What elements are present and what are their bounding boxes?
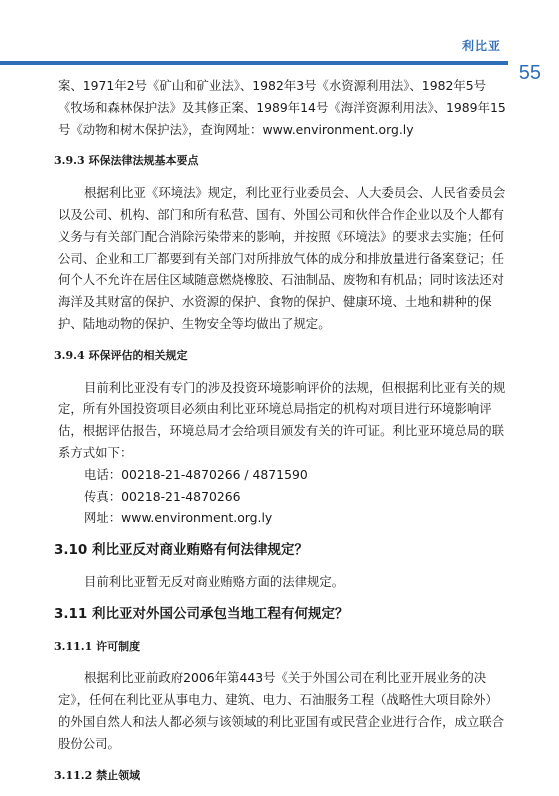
section-3-9-4-title: 3.9.4 环保评估的相关规定 — [54, 348, 188, 362]
lead-paragraph: 案、1971年2号《矿山和矿业法》、1982年3号《水资源利用法》、1982年5号《牧场和森林保护法》及其修正案、1989年14号《海洋资源利用法》、1989年15号《动物和树木保护法》，查询网址：www.environment.org.ly — [58, 78, 506, 137]
contact-website: 网址：www.environment.org.ly — [84, 510, 273, 526]
section-3-10-body: 目前利比亚暂无反对商业贿赂方面的法律规定。 — [84, 573, 345, 589]
contact-fax: 传真：00218-21-4870266 — [84, 488, 241, 504]
section-3-11-1-body: 根据利比亚前政府2006年第443号《关于外国公司在利比亚开展业务的决定》，任何在利比亚从事电力、建筑、电力、石油服务工程（战略性大项目除外）的外国自然人和法人都必须与该领域的利比亚国有或民营企业进行合作，成立联合股份公司。 — [58, 670, 505, 751]
contact-block — [84, 464, 510, 529]
section-3-10-title: 3.10 利比亚反对商业贿赂有何法律规定？ — [54, 542, 309, 559]
section-3-11-1-title: 3.11.1 许可制度 — [54, 639, 141, 653]
running-head: 利比亚 — [461, 39, 501, 53]
section-3-9-3-title: 3.9.3 环保法律法规基本要点 — [54, 154, 199, 168]
section-3-9-4-body: 目前利比亚没有专门的涉及投资环境影响评价的法规，但根据利比亚有关的规定，所有外国投资项目必须由利比亚环境总局指定的机构对项目进行环境影响评估，根据评估报告，环境总局才会给项目颁发有关的许可证。利比亚环境总局的联系方式如下： — [58, 379, 506, 460]
contact-phone: 电话：00218-21-4870266 / 4871590 — [84, 466, 308, 482]
header-rule — [0, 61, 508, 65]
section-3-11-2-title: 3.11.2 禁止领域 — [54, 768, 141, 782]
page-number: 55 — [518, 62, 541, 84]
section-3-9-3-body: 根据利比亚《环境法》规定，利比亚行业委员会、人大委员会、人民省委员会以及公司、机构、部门和所有私营、国有、外国公司和伙伴合作企业以及个人都有义务与有关部门配合消除污染带来的影响，并按照《环境法》的要求去实施；任何公司、企业和工厂都要到有关部门对所排放气体的成分和排放量进行备案登记；任何个人不允许在居住区域随意燃烧橡胶、石油制品、废物和有机品；同时该法还对海洋及其财富的保护、水资源的保护、食物的保护、健康环境、土地和耕种的保护、陆地动物的保护、生物安全等均做出了规定。 — [58, 185, 506, 331]
section-3-11-title: 3.11 利比亚对外国公司承包当地工程有何规定？ — [54, 605, 349, 622]
page-body — [54, 75, 510, 796]
